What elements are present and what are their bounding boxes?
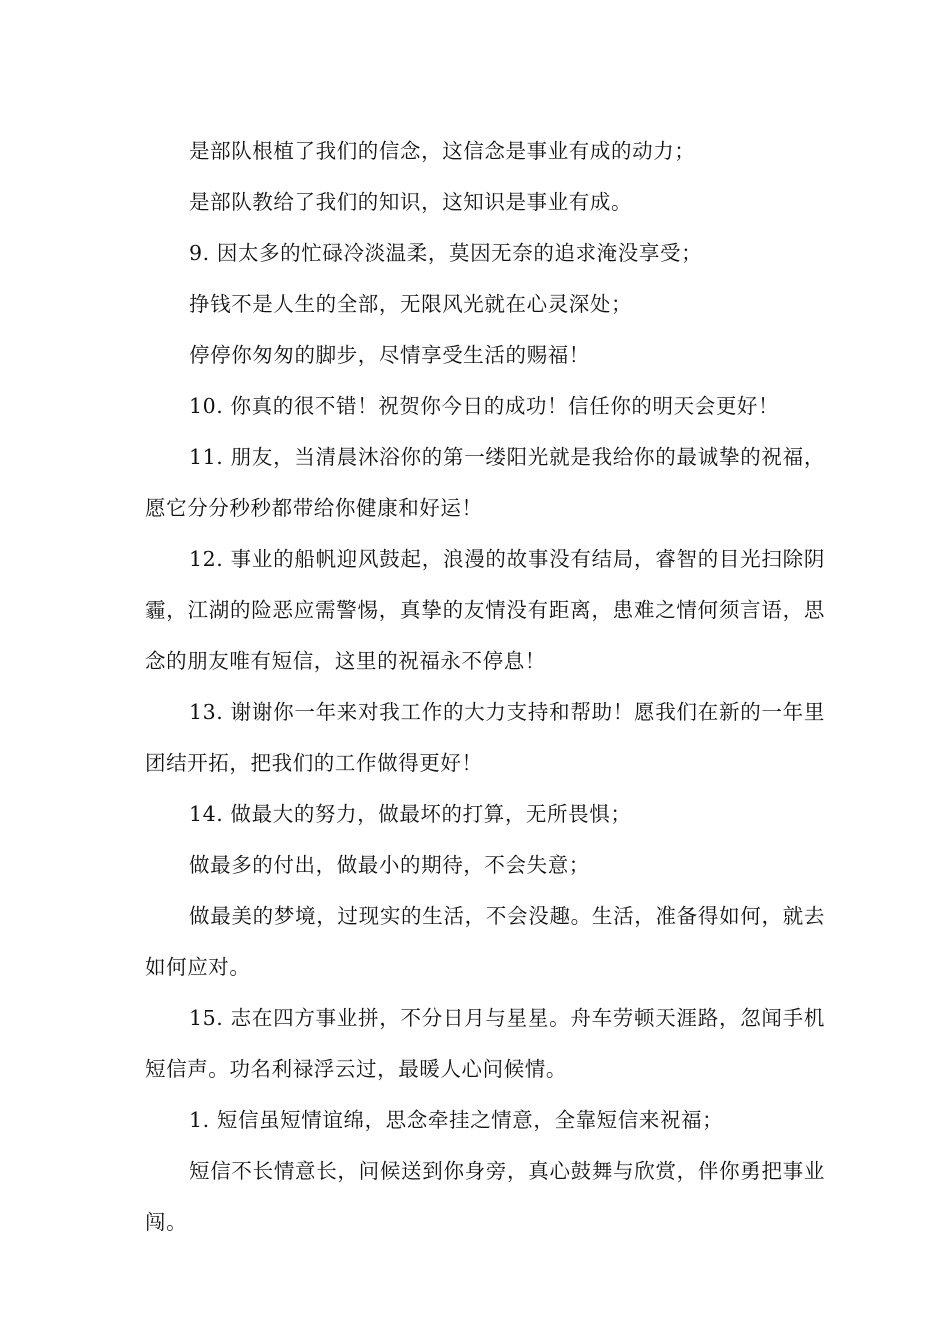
paragraph-10: 14. 做最大的努力，做最坏的打算，无所畏惧； xyxy=(189,802,632,826)
paragraph-3: 9. 因太多的忙碌冷淡温柔，莫因无奈的追求淹没享受； xyxy=(189,241,703,265)
paragraph-14: 1. 短信虽短情谊绵，思念牵挂之情意，全靠短信来祝福； xyxy=(189,1108,724,1132)
paragraph-8: 12. 事业的船帆迎风鼓起，浪漫的故事没有结局，睿智的目光扫除阴霾，江湖的险恶应需警惕，真挚的友情没有距离，患难之情何须言语，思念的朋友唯有短信，这里的祝福永不停息！ xyxy=(145,547,825,673)
paragraph-15: 短信不长情意长，问候送到你身旁，真心鼓舞与欣赏，伴你勇把事业闯。 xyxy=(145,1159,825,1234)
paragraph-12: 做最美的梦境，过现实的生活，不会没趣。生活，准备得如何，就去如何应对。 xyxy=(145,904,825,979)
paragraph-4: 挣钱不是人生的全部，无限风光就在心灵深处； xyxy=(189,292,633,316)
paragraph-13: 15. 志在四方事业拼，不分日月与星星。舟车劳顿天涯路，忽闻手机短信声。功名利禄浮云过，最暖人心问候情。 xyxy=(145,1006,825,1081)
paragraph-2: 是部队教给了我们的知识，这知识是事业有成。 xyxy=(189,190,633,214)
document-body xyxy=(145,126,825,1248)
paragraph-11: 做最多的付出，做最小的期待，不会失意； xyxy=(189,853,590,877)
paragraph-6: 10. 你真的很不错！祝贺你今日的成功！信任你的明天会更好！ xyxy=(189,394,780,418)
paragraph-9: 13. 谢谢你一年来对我工作的大力支持和帮助！愿我们在新的一年里团结开拓，把我们的工作做得更好！ xyxy=(145,700,825,775)
paragraph-7: 11. 朋友，当清晨沐浴你的第一缕阳光就是我给你的最诚挚的祝福，愿它分分秒秒都带给你健康和好运！ xyxy=(145,445,825,520)
paragraph-1: 是部队根植了我们的信念，这信念是事业有成的动力； xyxy=(189,139,696,163)
paragraph-5: 停停你匆匆的脚步，尽情享受生活的赐福！ xyxy=(189,343,590,367)
